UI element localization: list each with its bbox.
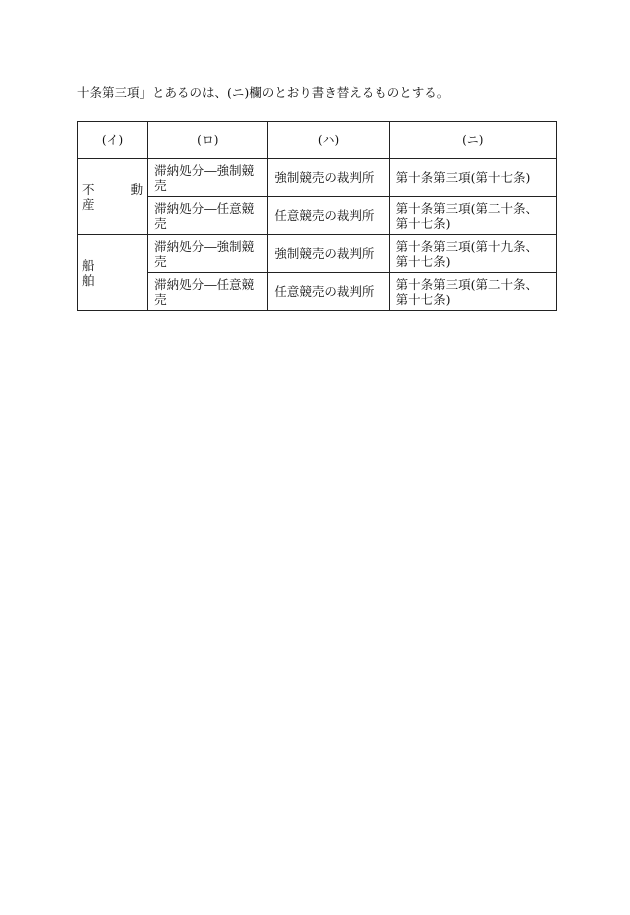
cell-ro: 滞納処分―任意競売 <box>148 273 268 311</box>
intro-text: 十条第三項」とあるのは、(ニ)欄のとおり書き替えるものとする。 <box>77 85 450 100</box>
cell-ro: 滞納処分―強制競売 <box>148 159 268 197</box>
rewrite-table <box>77 121 557 311</box>
cell-ha: 強制競売の裁判所 <box>268 159 389 197</box>
cell-ni: 第十条第三項(第二十条、第十七条) <box>389 273 556 311</box>
cell-ni: 第十条第三項(第十九条、第十七条) <box>389 235 556 273</box>
table-row <box>78 159 557 197</box>
cell-ha: 任意競売の裁判所 <box>268 273 389 311</box>
cell-ni: 第十条第三項(第十七条) <box>389 159 556 197</box>
header-ro: (ロ) <box>148 122 268 159</box>
category-label: 不 動 産 <box>82 181 156 212</box>
header-ha: (ハ) <box>268 122 389 159</box>
header-ni: (ニ) <box>389 122 556 159</box>
table-row <box>78 235 557 273</box>
category-label: 船 舶 <box>82 257 133 288</box>
cell-ha: 強制競売の裁判所 <box>268 235 389 273</box>
cell-ro: 滞納処分―任意競売 <box>148 197 268 235</box>
category-ship <box>78 235 148 311</box>
table-row <box>78 197 557 235</box>
cell-ro: 滞納処分―強制競売 <box>148 235 268 273</box>
cell-ni: 第十条第三項(第二十条、第十七条) <box>389 197 556 235</box>
table-row <box>78 273 557 311</box>
cell-ha: 任意競売の裁判所 <box>268 197 389 235</box>
header-i: (イ) <box>78 122 148 159</box>
category-real-estate <box>78 159 156 235</box>
table-header-row <box>78 122 557 159</box>
